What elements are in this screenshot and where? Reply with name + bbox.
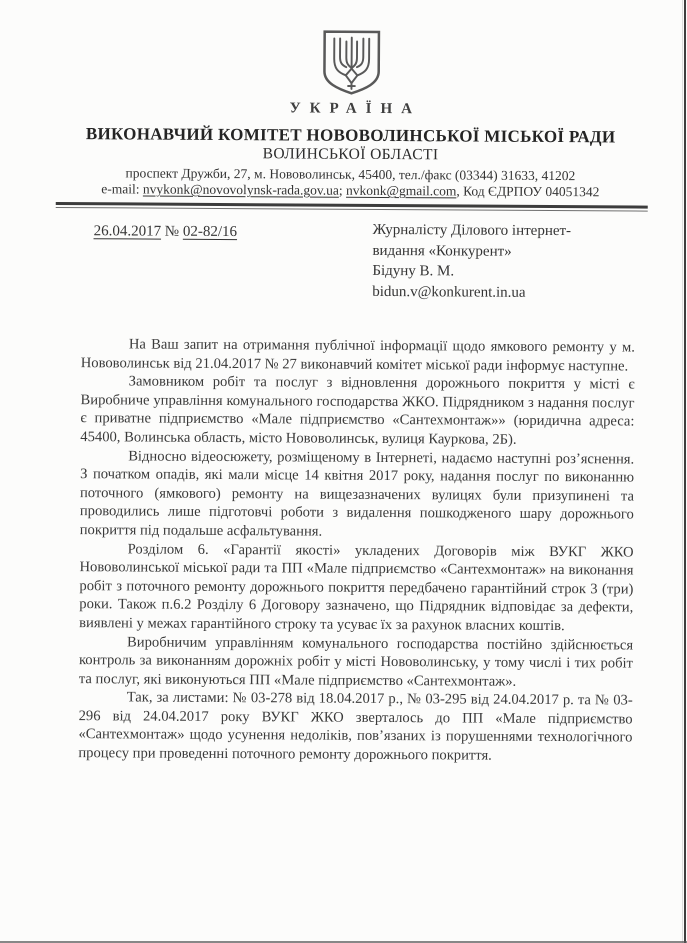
recipient-email: bidun.v@konkurent.in.ua	[372, 283, 526, 301]
body-paragraph: Розділом 6. «Гарантії якості» укладених Договорів між ВУКГ ЖКО Нововолинської міської ради та ПП «Мале підприємство «Сантехмонтаж» на виконання робіт з поточного ремонту дорожнього покриття передбачено гарантійний строк 3 (три) роки. Також п.6.2 Розділу 6 Договору зазначено, що Підрядник відповідає за дефекти, виявлені у межах гарантійного строку та усуває їх за рахунок власних коштів.	[79, 540, 634, 635]
recipient-block	[372, 220, 571, 303]
contact-line	[7, 181, 687, 201]
edrpou-code: , Код ЄДРПОУ 04051342	[456, 183, 600, 200]
email-label: e-mail:	[101, 181, 143, 197]
email-separator: ;	[338, 182, 347, 198]
organization-region: ВОЛИНСЬКОЇ ОБЛАСТІ	[262, 145, 439, 164]
letter-date: 26.04.2017	[93, 223, 162, 240]
email-secondary: nvkonk@gmail.com	[346, 182, 457, 199]
body-paragraph: Так, за листами: № 03-278 від 18.04.2017 р., № 03-295 від 24.04.2017 р. та № 03-296 від 24.04.2017 року ВУКГ ЖКО зверталось до ПП «Мале підприємство «Сантехмонтаж» щодо усунення недоліків, пов’язаних із порушеннями технологічного процесу при проведенні поточного ремонту дорожнього покриття.	[78, 689, 633, 764]
address-line: проспект Дружби, 27, м. Нововолинськ, 45400, тел./факс (03344) 31633, 41202	[125, 165, 576, 184]
scan-edge-line-right	[684, 0, 686, 943]
body-paragraph: Виробничим управлінням комунального господарства постійно здійснюється контроль за виконанням дорожніх робіт у місті Нововолинську, у тому числі і тих робіт та послуг, які виконуються ПП «Мале підприємство «Сантехмонтаж».	[78, 633, 634, 690]
country-name: УКРАЇНА	[289, 100, 422, 118]
ukraine-trident-emblem-icon	[7, 28, 687, 98]
recipient-line: видання «Конкурент»	[372, 242, 512, 260]
letterhead	[7, 0, 687, 212]
scan-edge-shadow	[682, 0, 683, 943]
letter-number: 02-82/16	[182, 223, 238, 241]
letter-reference	[94, 223, 238, 241]
recipient-line: Журналісту Ділового інтернет-	[372, 221, 572, 240]
organization-name: ВИКОНАВЧИЙ КОМІТЕТ НОВОВОЛИНСЬКОЇ МІСЬКОЇ РАДИ	[85, 124, 616, 147]
reference-and-recipient-row	[0, 218, 686, 314]
body-paragraph: На Ваш запит на отримання публічної інформації щодо ямкового ремонту у м. Нововолинськ від 21.04.2017 № 27 виконавчий комітет міської ради інформує наступне.	[80, 336, 635, 375]
number-sign: №	[164, 223, 180, 240]
letterhead-divider	[56, 202, 648, 212]
letter-body	[78, 335, 635, 766]
body-paragraph: Відносно відеосюжету, розміщеному в Інтернеті, надаємо наступні роз’яснення. З початком опадів, які мали місце 14 квітня 2017 року, надання послуг по виконанню поточного (ямкового) ремонту на вищезазначених вулицях були призупинені та проводились лише підготовчі роботи з видалення пошкодженого шару дорожнього покриття під подальше асфальтування.	[79, 447, 635, 540]
email-primary: nvykonk@novovolynsk-rada.gov.ua	[142, 181, 339, 198]
body-paragraph: Замовником робіт та послуг з відновлення дорожнього покриття у місті є Виробниче управління комунального господарства ЖКО. Підрядником з надання послуг є приватне підприємство «Мале підприємство «Сантехмонтаж»» (юридична адреса: 45400, Волинська область, місто Нововолинськ, вулиця Кауркова, 2Б).	[80, 373, 635, 448]
recipient-line: Бідуну В. М.	[372, 262, 455, 280]
